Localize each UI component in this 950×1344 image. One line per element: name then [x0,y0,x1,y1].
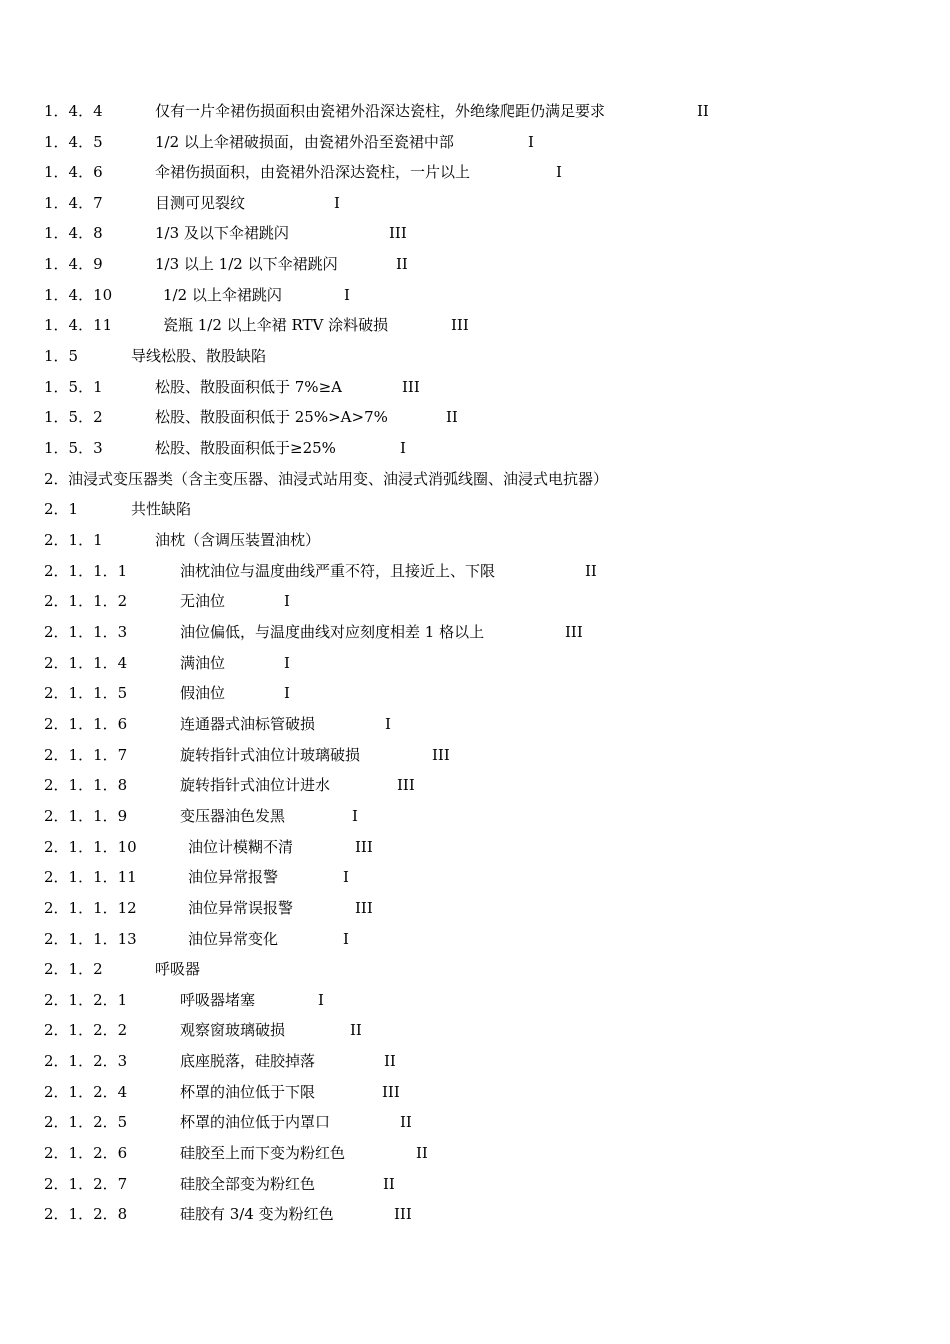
list-item [44,648,924,678]
item-description: 1/2 以上伞裙跳闪 [163,286,282,304]
item-description: 观察窗玻璃破损 [180,1021,286,1039]
defect-grade: II [416,1144,428,1162]
defect-grade: I [400,439,406,457]
item-number: 2．1．2．8 [44,1205,128,1223]
item-number: 2．1．2．5 [44,1113,128,1131]
item-description: 瓷瓶 1/2 以上伞裙 RTV 涂料破损 [163,316,389,334]
list-item [44,1015,924,1045]
defect-grade: I [284,592,290,610]
defect-grade: I [284,684,290,702]
item-number: 2．1．1 [44,531,103,549]
item-number: 2．1．2．2 [44,1021,128,1039]
item-description: 松股、散股面积低于≥25% [155,439,336,457]
item-description: 硅胶全部变为粉红色 [180,1175,316,1193]
defect-grade: II [697,102,709,120]
defect-grade: II [350,1021,362,1039]
defect-grade: III [389,224,407,242]
list-item [44,464,924,494]
item-description: 油位异常误报警 [188,899,294,917]
item-description: 旋转指针式油位计玻璃破损 [180,746,361,764]
list-item [44,893,924,923]
list-item [44,1107,924,1137]
item-number: 1．4．11 [44,316,113,334]
defect-grade: I [318,991,324,1009]
list-item [44,1199,924,1229]
item-number: 2．1．1．4 [44,654,128,672]
defect-grade: II [396,255,408,273]
list-item [44,402,924,432]
item-description: 油浸式变压器类（含主变压器、油浸式站用变、油浸式消弧线圈、油浸式电抗器） [68,470,609,488]
list-item [44,525,924,555]
item-number: 2．1．1．12 [44,899,137,917]
list-item [44,372,924,402]
defect-grade: III [397,776,415,794]
item-description: 呼吸器堵塞 [180,991,256,1009]
item-description: 底座脱落，硅胶掉落 [180,1052,316,1070]
defect-grade: III [402,378,420,396]
list-item [44,924,924,954]
defect-grade: II [446,408,458,426]
defect-grade: I [556,163,562,181]
defect-grade: III [355,899,373,917]
item-number: 1．4．6 [44,163,103,181]
item-number: 2．1．2．3 [44,1052,128,1070]
list-item [44,249,924,279]
list-item [44,586,924,616]
list-item [44,556,924,586]
item-description: 伞裙伤损面积，由瓷裙外沿深达瓷柱，一片以上 [155,163,471,181]
defect-grade: I [528,133,534,151]
list-item [44,1046,924,1076]
item-number: 1．4．9 [44,255,103,273]
defect-grade: I [343,868,349,886]
list-item [44,280,924,310]
item-description: 杯罩的油位低于内罩口 [180,1113,331,1131]
list-item [44,832,924,862]
item-number: 1．4．7 [44,194,103,212]
item-description: 目测可见裂纹 [155,194,246,212]
item-description: 油枕（含调压装置油枕） [155,531,321,549]
item-number: 1．4．8 [44,224,103,242]
item-description: 连通器式油标管破损 [180,715,316,733]
item-description: 硅胶至上而下变为粉红色 [180,1144,346,1162]
item-number: 1．5．1 [44,378,103,396]
list-item [44,1138,924,1168]
item-description: 油位计模糊不清 [188,838,294,856]
list-item [44,433,924,463]
list-item [44,617,924,647]
item-description: 共性缺陷 [131,500,192,518]
item-number: 1．4．5 [44,133,103,151]
item-number: 2．1．2．6 [44,1144,128,1162]
item-description: 松股、散股面积低于 25%>A>7% [155,408,388,426]
item-number: 2．1．1．3 [44,623,128,641]
item-description: 松股、散股面积低于 7%≥A [155,378,342,396]
list-item [44,218,924,248]
item-number: 1．4．10 [44,286,113,304]
item-number: 2．1．1．9 [44,807,128,825]
item-number: 1．5 [44,347,79,365]
item-number: 2．1．2．7 [44,1175,128,1193]
defect-grade: II [585,562,597,580]
item-description: 呼吸器 [155,960,201,978]
item-description: 油位偏低，与温度曲线对应刻度相差 1 格以上 [180,623,485,641]
item-description: 满油位 [180,654,226,672]
list-item [44,157,924,187]
defect-grade: I [334,194,340,212]
item-number: 1．5．2 [44,408,103,426]
list-item [44,678,924,708]
item-description: 无油位 [180,592,226,610]
defect-grade: II [383,1175,395,1193]
item-description: 油位异常变化 [188,930,279,948]
list-item [44,954,924,984]
list-item [44,985,924,1015]
defect-grade: III [355,838,373,856]
defect-grade: I [385,715,391,733]
list-item [44,862,924,892]
list-item [44,341,924,371]
item-number: 2．1．2 [44,960,103,978]
defect-grade: III [565,623,583,641]
item-number: 2．1．1．10 [44,838,137,856]
list-item [44,801,924,831]
item-number: 2．1．1．13 [44,930,137,948]
item-number: 1．5．3 [44,439,103,457]
list-item [44,740,924,770]
item-description: 1/2 以上伞裙破损面，由瓷裙外沿至瓷裙中部 [155,133,454,151]
item-description: 导线松股、散股缺陷 [131,347,267,365]
item-number: 2．1．1．6 [44,715,128,733]
item-number: 1．4．4 [44,102,103,120]
defect-grade: I [352,807,358,825]
item-number: 2．1 [44,500,79,518]
defect-grade: III [382,1083,400,1101]
defect-grade: III [432,746,450,764]
item-description: 旋转指针式油位计进水 [180,776,331,794]
list-item [44,127,924,157]
item-number: 2．1．1．2 [44,592,128,610]
defect-grade: II [384,1052,396,1070]
list-item [44,709,924,739]
item-description: 变压器油色发黑 [180,807,286,825]
defect-grade: III [394,1205,412,1223]
list-item [44,1169,924,1199]
list-item [44,188,924,218]
list-item [44,494,924,524]
item-number: 2．1．1．5 [44,684,128,702]
item-description: 1/3 以上 1/2 以下伞裙跳闪 [155,255,338,273]
defect-grade: I [344,286,350,304]
item-number: 2． [44,470,69,488]
item-description: 油枕油位与温度曲线严重不符，且接近上、下限 [180,562,496,580]
list-item [44,310,924,340]
list-item [44,770,924,800]
defect-grade: I [284,654,290,672]
item-number: 2．1．2．1 [44,991,128,1009]
item-description: 仅有一片伞裙伤损面积由瓷裙外沿深达瓷柱，外绝缘爬距仍满足要求 [155,102,606,120]
item-description: 杯罩的油位低于下限 [180,1083,316,1101]
item-number: 2．1．1．7 [44,746,128,764]
defect-grade: III [451,316,469,334]
item-number: 2．1．1．8 [44,776,128,794]
item-description: 1/3 及以下伞裙跳闪 [155,224,289,242]
defect-grade: I [343,930,349,948]
defect-grade: II [400,1113,412,1131]
item-number: 2．1．2．4 [44,1083,128,1101]
item-description: 假油位 [180,684,226,702]
list-item [44,1077,924,1107]
item-number: 2．1．1．1 [44,562,128,580]
item-number: 2．1．1．11 [44,868,137,886]
item-description: 硅胶有 3/4 变为粉红色 [180,1205,334,1223]
list-item [44,96,924,126]
item-description: 油位异常报警 [188,868,279,886]
